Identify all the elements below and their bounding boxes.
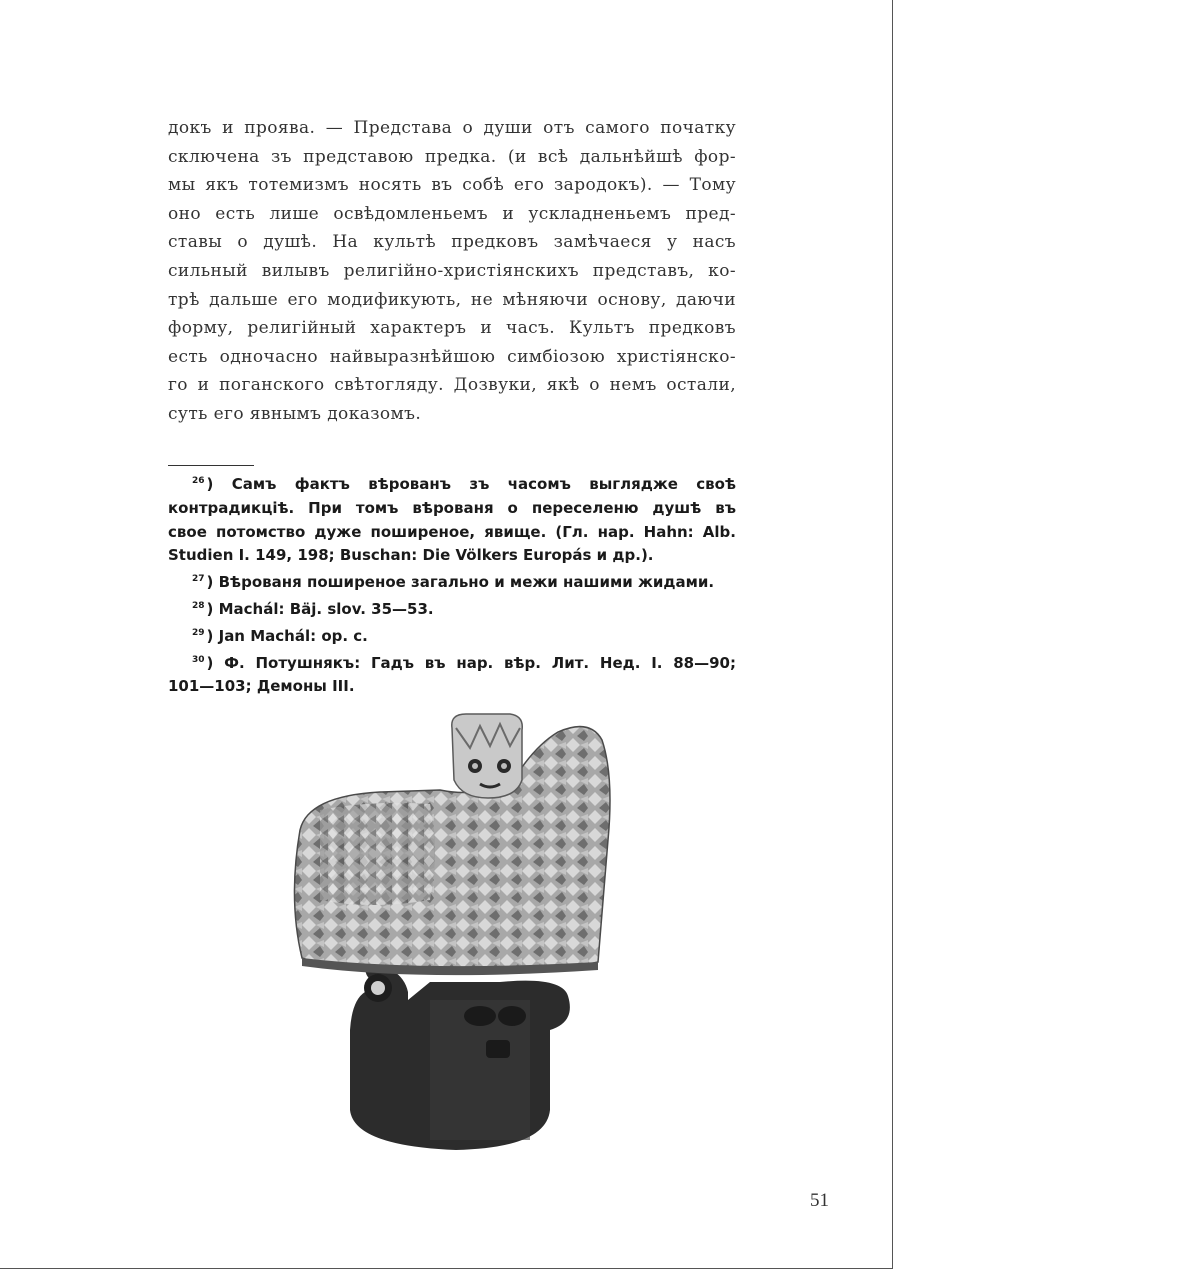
footnote-text: ) Ф. Потушнякъ: Гадъ въ нар. вѣр. Лит. Нед. I. 88—90;: [206, 653, 736, 672]
footnotes-block: [168, 470, 736, 699]
footnote-text: ) Самъ фактъ вѣрованъ зъ часомъ выглядже своѣ: [206, 475, 736, 493]
body-line: сильный вилывъ религійно-христіянскихъ представъ, ко-: [168, 260, 736, 281]
footnote-divider: [168, 465, 254, 466]
footnote-line: контрадикціѣ. При томъ вѣрованя о переселеню душѣ въ: [168, 498, 736, 517]
body-line: трѣ дальше его модификують, не мѣняючи основу, даючи: [168, 289, 736, 310]
footnote-28: [168, 595, 736, 622]
footnote-26: [168, 470, 736, 497]
footnote-mark: 26: [192, 476, 205, 486]
body-line: докъ и проява. — Представа о души отъ самого початку: [168, 118, 736, 138]
footnote-mark: 27: [192, 574, 205, 585]
footnote-line: 101—103; Демоны III.: [168, 677, 355, 696]
body-line: мы якъ тотемизмъ носять въ собѣ его зародокъ). — Тому: [168, 175, 736, 196]
footnote-line: Studien I. 149, 198; Buschan: Die Völkers Europás и др.).: [168, 546, 654, 565]
footnote-mark: 30: [192, 654, 205, 665]
footnote-30: [168, 649, 736, 676]
footnote-text: ) Machál: Bäj. slov. 35—53.: [206, 599, 434, 618]
body-line: сключена зъ представою предка. (и всѣ дальнѣйшѣ фор-: [168, 146, 736, 167]
footnote-mark: 28: [192, 600, 205, 611]
body-line: форму, религійный характеръ и часъ. Культъ предковъ: [168, 318, 736, 339]
carved-figure-photo: [280, 700, 620, 1155]
body-line: го и поганского свѣтогляду. Дозвуки, якѣ о немъ остали,: [168, 375, 736, 396]
body-line: суть его явнымъ доказомъ.: [168, 403, 422, 424]
footnote-text: ) Вѣрованя поширеное загально и межи нашими жидами.: [206, 573, 715, 592]
body-line: ставы о душѣ. На культѣ предковъ замѣчаеся у насъ: [168, 232, 736, 253]
body-paragraph: [168, 114, 736, 429]
footnote-27: [168, 568, 736, 595]
footnote-29: [168, 622, 736, 649]
body-line: есть одночасно найвыразнѣйшою симбіозою христіянско-: [168, 346, 736, 367]
body-line: оно есть лише освѣдомленьемъ и ускладненьемъ пред-: [168, 203, 736, 224]
footnote-line: свое потомство дуже поширеное, явище. (Гл. нар. Hahn: Alb.: [168, 522, 736, 541]
footnote-text: ) Jan Machál: op. c.: [206, 626, 368, 645]
page-number: 51: [810, 1190, 829, 1211]
footnote-mark: 29: [192, 627, 205, 638]
